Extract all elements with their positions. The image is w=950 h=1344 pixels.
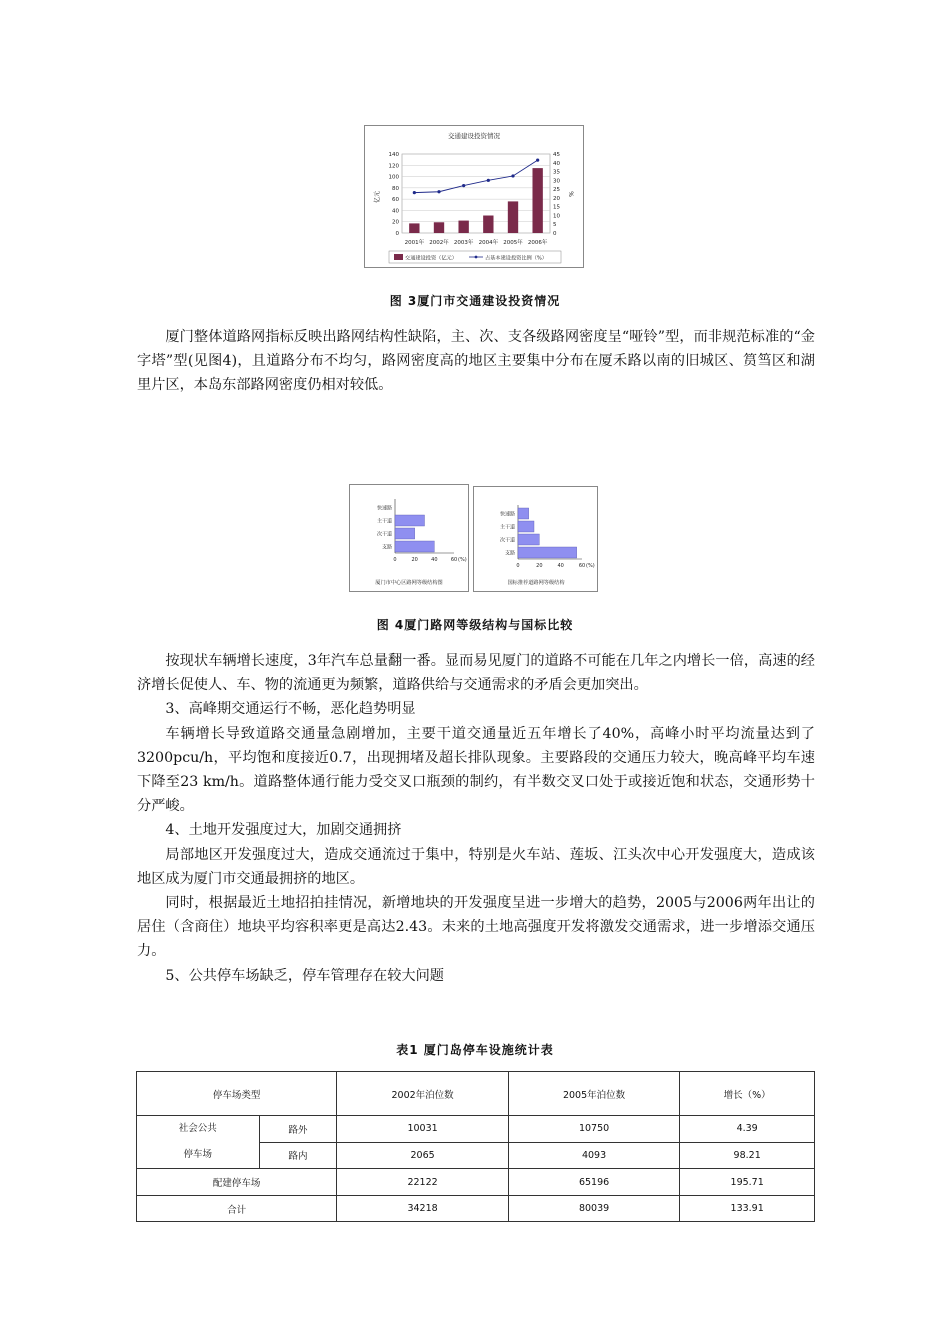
bar	[518, 521, 534, 532]
y-tick-label: 40	[392, 208, 399, 215]
value-cell: 98.21	[680, 1142, 815, 1169]
table-row	[137, 1196, 815, 1222]
value-cell: 4.39	[680, 1116, 815, 1143]
category-label: 次干道	[499, 537, 515, 544]
group-label-line: 社会公共	[178, 1123, 217, 1134]
line-point	[487, 179, 490, 182]
bar	[409, 223, 419, 233]
bar	[395, 515, 425, 526]
paragraph-traffic-volume: 车辆增长导致道路交通量急剧增加，主要干道交通量近五年增长了40%，高峰小时平均流量达到了3200pcu/h，平均饱和度接近0.7，出现拥堵及超长排队现象。主要路段的交通压力较大，晚高峰平均车速下降至23 km/h。道路整体通行能力受交叉口瓶颈的制约，有半数交叉口处于或接近饱和状态，交通形势十分严峻。	[137, 725, 815, 815]
line-point	[437, 190, 440, 193]
x-tick-label: 40	[557, 563, 564, 569]
legend-label: 交通建设投资（亿元）	[405, 255, 457, 262]
value-cell: 10750	[508, 1116, 679, 1143]
y2-tick-label: 40	[553, 160, 560, 167]
line-point	[511, 174, 514, 177]
bar	[395, 528, 415, 539]
y-tick-label: 140	[388, 152, 399, 158]
legend-swatch-bar	[394, 254, 403, 260]
chart-title: 厦门市中心区路网等级结构图	[375, 580, 443, 586]
x-tick-label: 60	[578, 563, 586, 569]
x-tick-label: 0	[393, 557, 397, 563]
y-tick-label: 120	[388, 163, 399, 170]
category-label: 主干道	[499, 524, 515, 531]
row-label-cell: 合计	[137, 1196, 337, 1222]
y2-tick-label: 20	[553, 195, 560, 202]
x-tick-label: 2003年	[453, 240, 474, 246]
category-label: 快速路	[376, 505, 392, 512]
category-label: 支路	[381, 544, 392, 551]
x-unit-label: (%)	[586, 563, 595, 569]
header-cell: 2002年泊位数	[337, 1072, 508, 1116]
chart-title: 国标推荐道路网等级结构	[507, 580, 565, 586]
road-grade-chart-xiamen	[349, 484, 469, 592]
heading-parking: 5、公共停车场缺乏，停车管理存在较大问题	[165, 967, 444, 984]
bar	[508, 201, 518, 233]
value-cell: 4093	[508, 1142, 679, 1169]
y2-tick-label: 5	[553, 222, 557, 229]
table-row	[137, 1169, 815, 1196]
y2-tick-label: 15	[553, 204, 560, 211]
bar	[483, 216, 493, 233]
y-tick-label: 100	[388, 174, 399, 181]
y2-tick-label: 35	[553, 169, 560, 176]
line-point	[462, 184, 465, 187]
y-tick-label: 20	[392, 219, 399, 226]
bar	[518, 534, 539, 545]
line-point	[413, 191, 416, 194]
y2-tick-label: 45	[553, 152, 560, 158]
paragraph-1: 厦门整体道路网指标反映出路网结构性缺陷，主、次、支各级路网密度呈“哑铃”型，而非规范标准的“金字塔”型(见图4)，且道路分布不均匀，路网密度高的地区主要集中分布在厦禾路以南的旧城区、筼筜区和湖里片区，本岛东部路网密度仍相对较低。	[137, 329, 815, 394]
x-unit-label: (%)	[458, 557, 467, 563]
body-text	[137, 649, 815, 988]
value-cell: 133.91	[680, 1196, 815, 1222]
x-tick-label: 2006年	[527, 240, 548, 246]
paragraph-development-intensity: 局部地区开发强度过大，造成交通流过于集中，特别是火车站、莲坂、江头次中心开发强度大，造成该地区成为厦门市交通最拥挤的地区。	[137, 846, 815, 887]
y2-tick-label: 25	[553, 187, 560, 194]
value-cell: 195.71	[680, 1169, 815, 1196]
bar	[434, 222, 444, 233]
x-tick-label: 2001年	[404, 240, 425, 246]
bar	[458, 221, 468, 233]
paragraph-vehicle-growth: 按现状车辆增长速度，3年汽车总量翻一番。显而易见厦门的道路不可能在几年之内增长一倍，高速的经济增长促使人、车、物的流通更为频繁，道路供给与交通需求的矛盾会更加突出。	[137, 653, 815, 694]
x-tick-label: 60	[450, 557, 458, 563]
y-axis-label: 亿元	[374, 190, 381, 204]
investment-chart-svg	[365, 126, 583, 267]
x-tick-label: 0	[516, 563, 520, 569]
figure4-caption: 图 4厦门路网等级结构与国标比较	[376, 618, 574, 632]
x-tick-label: 2004年	[478, 240, 499, 246]
header-cell: 2005年泊位数	[508, 1072, 679, 1116]
table-header-row	[137, 1072, 815, 1116]
header-cell: 停车场类型	[137, 1072, 337, 1116]
y2-tick-label: 0	[553, 231, 557, 237]
road-grade-chart-standard-svg	[474, 487, 597, 591]
x-tick-label: 20	[411, 557, 418, 563]
value-cell: 65196	[508, 1169, 679, 1196]
category-label: 快速路	[499, 511, 515, 518]
investment-chart	[364, 125, 584, 268]
table-row	[137, 1116, 815, 1143]
group-label-cell	[137, 1116, 260, 1169]
legend-marker	[475, 256, 478, 259]
road-grade-chart-xiamen-svg	[350, 485, 468, 591]
sub-type-cell: 路外	[259, 1116, 337, 1143]
header-cell: 增长（%）	[680, 1072, 815, 1116]
category-label: 支路	[504, 550, 515, 557]
x-tick-label: 2002年	[429, 240, 449, 246]
category-label: 主干道	[376, 518, 392, 525]
road-grade-chart-standard	[473, 486, 598, 592]
bar	[518, 547, 577, 558]
sub-type-cell: 路内	[259, 1142, 337, 1169]
heading-peak-traffic: 3、高峰期交通运行不畅，恶化趋势明显	[165, 701, 416, 718]
legend-label: 占基本建设投资比例（%）	[485, 255, 547, 262]
heading-land-development: 4、土地开发强度过大，加剧交通拥挤	[165, 822, 402, 839]
y2-axis-label: %	[567, 191, 574, 197]
value-cell: 80039	[508, 1196, 679, 1222]
paragraph-road-network	[137, 325, 815, 398]
value-cell: 10031	[337, 1116, 508, 1143]
y-tick-label: 0	[395, 231, 399, 237]
parking-table	[136, 1071, 815, 1222]
y2-tick-label: 30	[553, 178, 560, 185]
y-tick-label: 60	[392, 197, 399, 204]
group-label-line: 停车场	[183, 1149, 213, 1160]
bar	[532, 168, 542, 233]
value-cell: 22122	[337, 1169, 508, 1196]
row-label-cell: 配建停车场	[137, 1169, 337, 1196]
x-tick-label: 40	[431, 557, 438, 563]
value-cell: 2065	[337, 1142, 508, 1169]
plot-area	[402, 154, 550, 233]
line-point	[536, 159, 539, 162]
chart-title: 交通建设投资情况	[448, 132, 500, 140]
y-tick-label: 80	[392, 185, 399, 192]
bar	[395, 541, 434, 552]
bar	[518, 508, 529, 519]
x-tick-label: 2005年	[503, 240, 523, 246]
paragraph-land-auction: 同时，根据最近土地招拍挂情况，新增地块的开发强度呈进一步增大的趋势，2005与2006两年出让的居住（含商住）地块平均容积率更是高达2.43。未来的土地高强度开发将激发交通需求，进一步增添交通压力。	[137, 895, 815, 960]
value-cell: 34218	[337, 1196, 508, 1222]
category-label: 次干道	[376, 531, 392, 538]
x-tick-label: 20	[536, 563, 543, 569]
figure3-caption: 图 3厦门市交通建设投资情况	[389, 294, 561, 308]
y2-tick-label: 10	[553, 213, 560, 220]
table-caption: 表1 厦门岛停车设施统计表	[396, 1043, 554, 1057]
